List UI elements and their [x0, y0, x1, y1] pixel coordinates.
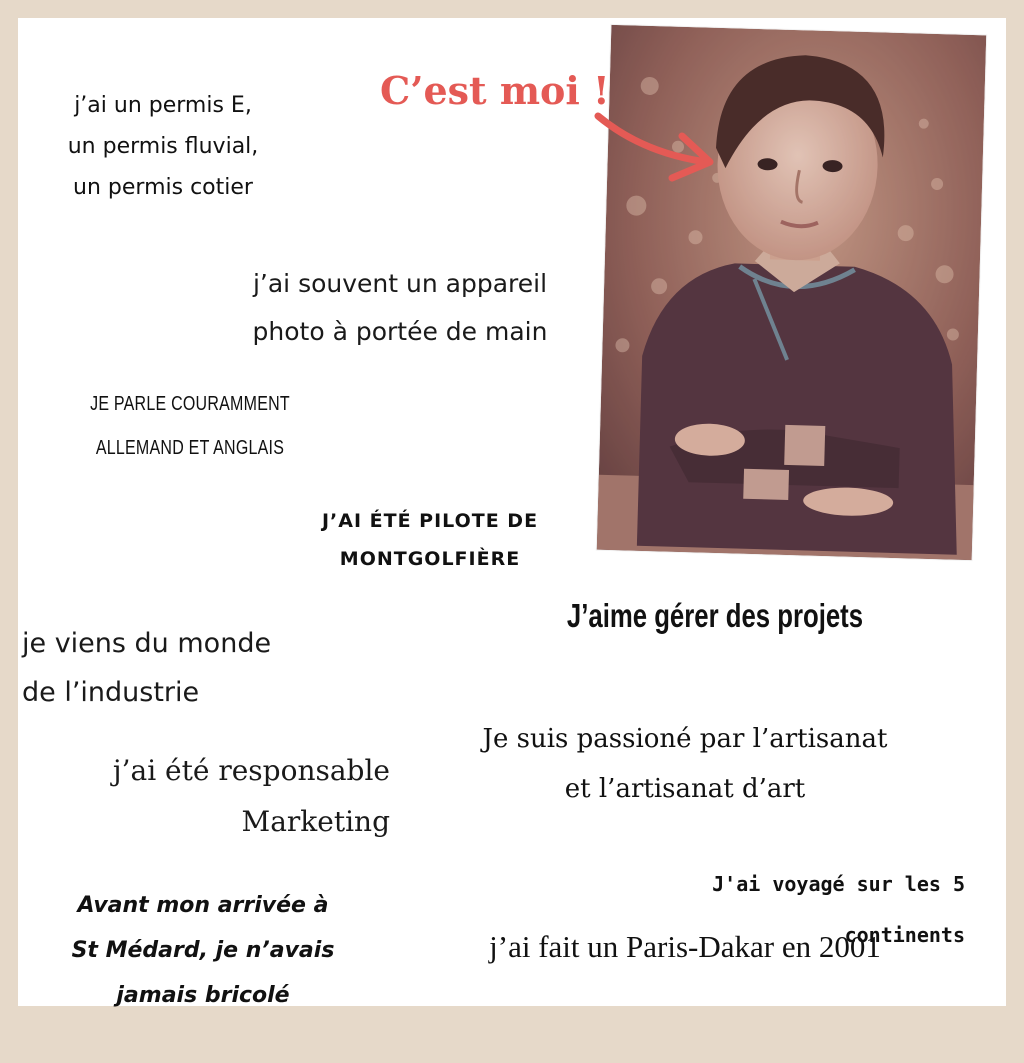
fact-bricolage-line: St Médard, je n’avais [71, 938, 335, 963]
fact-industrie-line: de l’industrie [22, 677, 200, 708]
fact-pilote-line: MONTGOLFIÈRE [339, 548, 521, 570]
fact-photo-line: photo à portée de main [252, 317, 548, 346]
fact-industrie-line: je viens du monde [22, 628, 272, 659]
fact-bricolage-line: jamais bricolé [116, 983, 290, 1008]
fact-langues [70, 338, 310, 514]
fact-permis-line: j’ai un permis E, [74, 93, 252, 118]
fact-voyage-line: J'ai voyagé sur les 5 [712, 872, 965, 896]
fact-voyage [620, 808, 965, 1012]
fact-pilote-line: J’AI ÉTÉ PILOTE DE [321, 510, 539, 532]
fact-photo-line: j’ai souvent un appareil [252, 269, 548, 298]
fact-permis-line: un permis cotier [73, 175, 253, 200]
fact-dakar: j’ai fait un Paris-Dakar en 2001 [489, 929, 881, 964]
fact-bricolage-line: Avant mon arrivée à [77, 893, 329, 918]
fact-langues-line: ALLEMAND ET ANGLAIS [95, 437, 285, 459]
fact-langues-line: JE PARLE COURAMMENT [90, 393, 290, 415]
arrow-down-right-icon [590, 106, 730, 196]
callout-cest-moi: C’est moi ! [380, 68, 610, 113]
fact-voyage-line: continents [844, 923, 965, 947]
fact-artisanat-line: et l’artisanat d’art [564, 774, 806, 804]
fact-marketing-line: Marketing [241, 805, 390, 838]
fact-marketing-line: j’ai été responsable [112, 754, 390, 787]
fact-permis-line: un permis fluvial, [67, 134, 259, 159]
fact-artisanat-line: Je suis passioné par l’artisanat [482, 724, 888, 754]
fact-projets: J’aime gérer des projets [566, 597, 864, 634]
fact-bricolage [28, 838, 378, 1063]
